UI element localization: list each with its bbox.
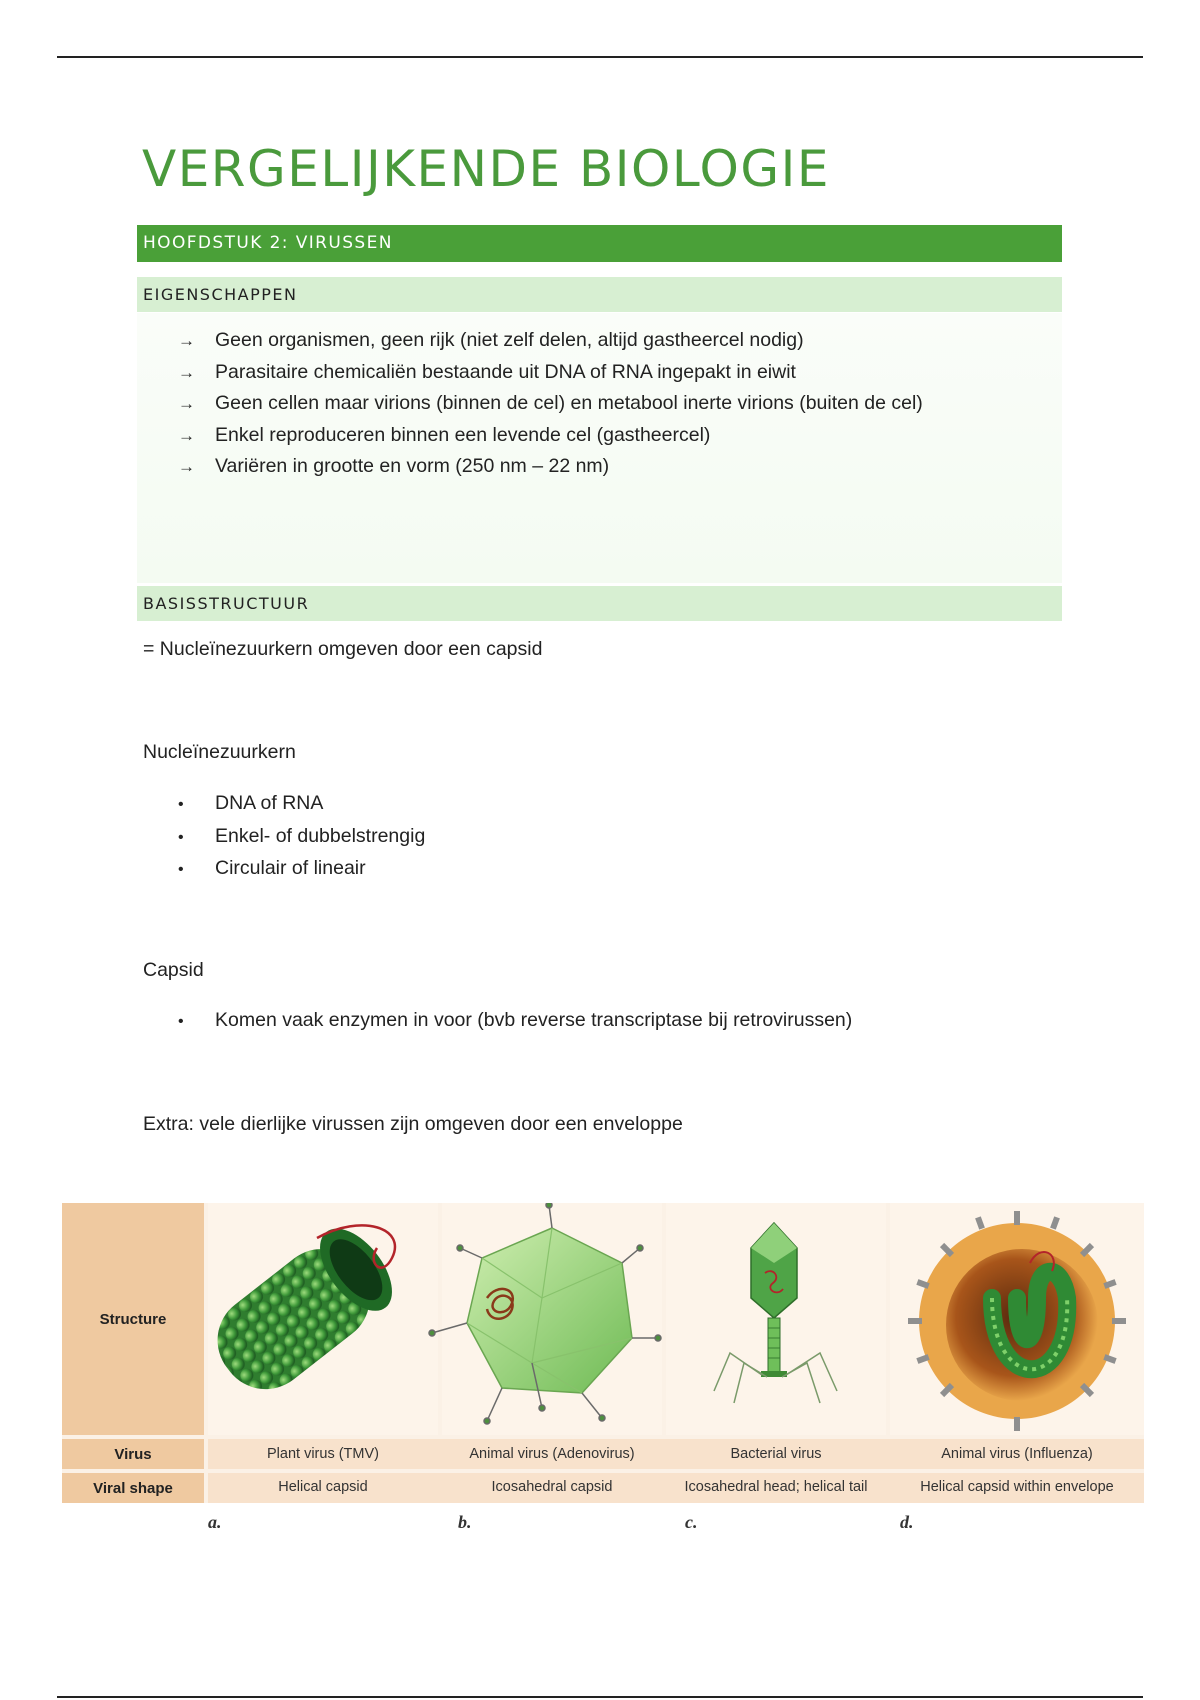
- list-item: • DNA of RNA: [178, 788, 425, 821]
- virus-name: Bacterial virus: [730, 1446, 822, 1462]
- list-item: • Komen vaak enzymen in voor (bvb reverse transcriptase bij retrovirussen): [178, 1005, 852, 1038]
- bullet-icon: •: [178, 861, 184, 878]
- list-item: → Variëren in grootte en vorm (250 nm – 22 nm): [178, 451, 923, 483]
- core-list: [178, 788, 425, 886]
- capsid-heading: Capsid: [143, 959, 204, 981]
- list-item: → Parasitaire chemicaliën bestaande uit DNA of RNA ingepakt in eiwit: [178, 357, 923, 389]
- influenza-illustration: [908, 1211, 1126, 1431]
- arrow-icon: →: [178, 394, 195, 413]
- adenovirus-illustration: [429, 1203, 661, 1424]
- extra-note: Extra: vele dierlijke virussen zijn omgeven door een enveloppe: [143, 1113, 683, 1135]
- figure-letter: a.: [208, 1512, 222, 1532]
- row-label-virus: Virus: [62, 1439, 204, 1469]
- bacteriophage-illustration: [714, 1223, 837, 1403]
- viral-shape: Helical capsid within envelope: [920, 1479, 1114, 1495]
- bullet-icon: •: [178, 796, 184, 813]
- row-label-structure: Structure: [62, 1203, 204, 1435]
- capsid-list: [178, 1005, 852, 1038]
- bullet-icon: •: [178, 1013, 184, 1030]
- virus-name: Animal virus (Adenovirus): [469, 1446, 635, 1462]
- bottom-rule: [57, 1696, 1143, 1698]
- arrow-icon: →: [178, 457, 195, 476]
- structure-definition: = Nucleïnezuurkern omgeven door een capsid: [143, 638, 543, 660]
- viral-shape: Icosahedral capsid: [491, 1479, 613, 1495]
- arrow-icon: →: [178, 331, 195, 350]
- section-heading-properties: EIGENSCHAPPEN: [137, 277, 1062, 312]
- list-item: • Circulair of lineair: [178, 853, 425, 886]
- virus-illustrations: [62, 1203, 1144, 1435]
- core-heading: Nucleïnezuurkern: [143, 741, 296, 763]
- virus-name: Animal virus (Influenza): [941, 1446, 1093, 1462]
- viral-shape: Helical capsid: [278, 1479, 368, 1495]
- list-item: • Enkel- of dubbelstrengig: [178, 821, 425, 854]
- tmv-illustration: [199, 1216, 406, 1407]
- list-item: → Enkel reproduceren binnen een levende cel (gastheercel): [178, 420, 923, 452]
- section-heading-structure: BASISSTRUCTUUR: [137, 586, 1062, 621]
- figure-letter: d.: [900, 1512, 914, 1532]
- figure-letter: c.: [685, 1512, 698, 1532]
- viral-shape: Icosahedral head; helical tail: [684, 1479, 868, 1495]
- figure-letter: b.: [458, 1512, 472, 1532]
- properties-list: [178, 325, 923, 483]
- list-item: → Geen cellen maar virions (binnen de cel) en metabool inerte virions (buiten de cel): [178, 388, 923, 420]
- row-label-shape: Viral shape: [62, 1473, 204, 1503]
- virus-structure-figure: [62, 1203, 1144, 1503]
- document-title: VERGELIJKENDE BIOLOGIE: [142, 140, 830, 198]
- virus-name: Plant virus (TMV): [267, 1446, 379, 1462]
- list-item: → Geen organismen, geen rijk (niet zelf delen, altijd gastheercel nodig): [178, 325, 923, 357]
- arrow-icon: →: [178, 425, 195, 445]
- top-rule: [57, 56, 1143, 58]
- chapter-heading: HOOFDSTUK 2: VIRUSSEN: [137, 225, 1062, 262]
- arrow-icon: →: [178, 362, 195, 382]
- bullet-icon: •: [178, 828, 184, 846]
